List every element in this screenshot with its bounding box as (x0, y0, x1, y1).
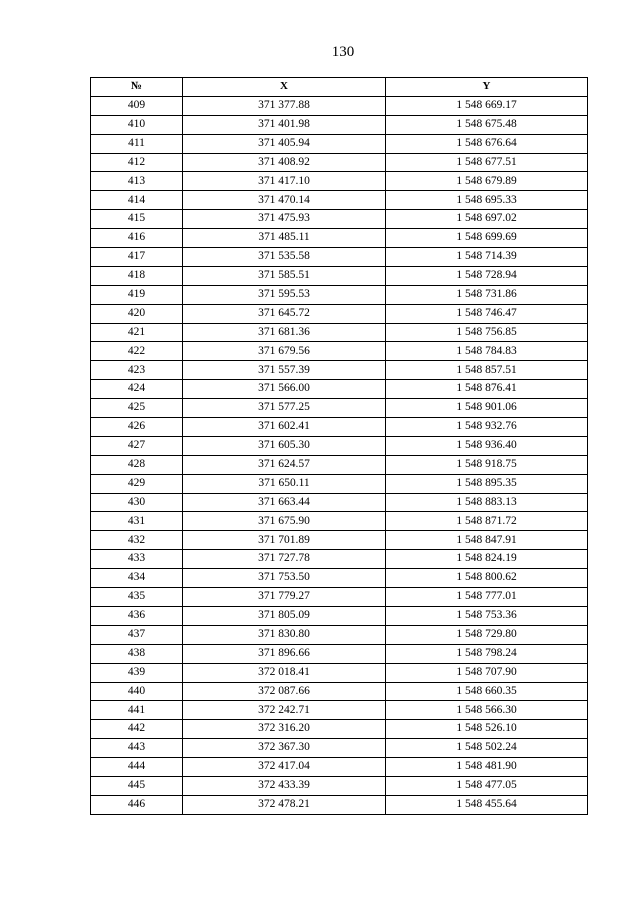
column-header-x: X (183, 78, 386, 97)
y-coordinate-cell: 1 548 871.72 (386, 512, 588, 531)
point-number-cell: 445 (91, 776, 183, 795)
y-coordinate-cell: 1 548 932.76 (386, 418, 588, 437)
x-coordinate-cell: 372 316.20 (183, 720, 386, 739)
y-coordinate-cell: 1 548 695.33 (386, 191, 588, 210)
y-coordinate-cell: 1 548 679.89 (386, 172, 588, 191)
y-coordinate-cell: 1 548 746.47 (386, 304, 588, 323)
y-coordinate-cell: 1 548 699.69 (386, 229, 588, 248)
y-coordinate-cell: 1 548 876.41 (386, 380, 588, 399)
table-row (91, 493, 588, 512)
x-coordinate-cell: 371 645.72 (183, 304, 386, 323)
x-coordinate-cell: 371 595.53 (183, 285, 386, 304)
point-number-cell: 417 (91, 248, 183, 267)
x-coordinate-cell: 372 367.30 (183, 739, 386, 758)
y-coordinate-cell: 1 548 918.75 (386, 455, 588, 474)
x-coordinate-cell: 371 566.00 (183, 380, 386, 399)
x-coordinate-cell: 371 417.10 (183, 172, 386, 191)
x-coordinate-cell: 371 624.57 (183, 455, 386, 474)
x-coordinate-cell: 371 377.88 (183, 96, 386, 115)
y-coordinate-cell: 1 548 669.17 (386, 96, 588, 115)
point-number-cell: 414 (91, 191, 183, 210)
column-header-number: № (91, 78, 183, 97)
point-number-cell: 446 (91, 795, 183, 814)
x-coordinate-cell: 372 018.41 (183, 663, 386, 682)
table-row (91, 399, 588, 418)
table-row (91, 342, 588, 361)
table-row (91, 569, 588, 588)
table-row (91, 172, 588, 191)
point-number-cell: 418 (91, 266, 183, 285)
point-number-cell: 438 (91, 644, 183, 663)
y-coordinate-cell: 1 548 800.62 (386, 569, 588, 588)
point-number-cell: 428 (91, 455, 183, 474)
table-header-row (91, 78, 588, 97)
x-coordinate-cell: 371 805.09 (183, 606, 386, 625)
y-coordinate-cell: 1 548 883.13 (386, 493, 588, 512)
table-row (91, 588, 588, 607)
x-coordinate-cell: 371 557.39 (183, 361, 386, 380)
table-row (91, 758, 588, 777)
y-coordinate-cell: 1 548 753.36 (386, 606, 588, 625)
y-coordinate-cell: 1 548 731.86 (386, 285, 588, 304)
y-coordinate-cell: 1 548 901.06 (386, 399, 588, 418)
point-number-cell: 433 (91, 550, 183, 569)
y-coordinate-cell: 1 548 936.40 (386, 436, 588, 455)
table-row (91, 96, 588, 115)
y-coordinate-cell: 1 548 481.90 (386, 758, 588, 777)
table-body (91, 96, 588, 814)
point-number-cell: 423 (91, 361, 183, 380)
y-coordinate-cell: 1 548 566.30 (386, 701, 588, 720)
point-number-cell: 409 (91, 96, 183, 115)
point-number-cell: 442 (91, 720, 183, 739)
x-coordinate-cell: 372 087.66 (183, 682, 386, 701)
x-coordinate-cell: 372 433.39 (183, 776, 386, 795)
table-row (91, 229, 588, 248)
table-row (91, 776, 588, 795)
point-number-cell: 437 (91, 625, 183, 644)
table-row (91, 606, 588, 625)
table-row (91, 512, 588, 531)
table-row (91, 701, 588, 720)
table-row (91, 323, 588, 342)
x-coordinate-cell: 371 470.14 (183, 191, 386, 210)
point-number-cell: 410 (91, 115, 183, 134)
point-number-cell: 425 (91, 399, 183, 418)
point-number-cell: 443 (91, 739, 183, 758)
point-number-cell: 419 (91, 285, 183, 304)
point-number-cell: 434 (91, 569, 183, 588)
x-coordinate-cell: 371 679.56 (183, 342, 386, 361)
x-coordinate-cell: 372 478.21 (183, 795, 386, 814)
point-number-cell: 435 (91, 588, 183, 607)
point-number-cell: 430 (91, 493, 183, 512)
table-row (91, 436, 588, 455)
y-coordinate-cell: 1 548 502.24 (386, 739, 588, 758)
y-coordinate-cell: 1 548 477.05 (386, 776, 588, 795)
y-coordinate-cell: 1 548 677.51 (386, 153, 588, 172)
x-coordinate-cell: 371 401.98 (183, 115, 386, 134)
table-row (91, 418, 588, 437)
point-number-cell: 422 (91, 342, 183, 361)
y-coordinate-cell: 1 548 676.64 (386, 134, 588, 153)
point-number-cell: 415 (91, 210, 183, 229)
table-row (91, 474, 588, 493)
table-row (91, 248, 588, 267)
x-coordinate-cell: 371 701.89 (183, 531, 386, 550)
y-coordinate-cell: 1 548 675.48 (386, 115, 588, 134)
point-number-cell: 431 (91, 512, 183, 531)
point-number-cell: 412 (91, 153, 183, 172)
table-row (91, 455, 588, 474)
x-coordinate-cell: 371 830.80 (183, 625, 386, 644)
point-number-cell: 421 (91, 323, 183, 342)
point-number-cell: 441 (91, 701, 183, 720)
y-coordinate-cell: 1 548 824.19 (386, 550, 588, 569)
x-coordinate-cell: 371 485.11 (183, 229, 386, 248)
x-coordinate-cell: 371 408.92 (183, 153, 386, 172)
table-row (91, 550, 588, 569)
y-coordinate-cell: 1 548 798.24 (386, 644, 588, 663)
x-coordinate-cell: 371 585.51 (183, 266, 386, 285)
point-number-cell: 411 (91, 134, 183, 153)
x-coordinate-cell: 371 405.94 (183, 134, 386, 153)
table-row (91, 115, 588, 134)
point-number-cell: 427 (91, 436, 183, 455)
table-row (91, 663, 588, 682)
table-row (91, 304, 588, 323)
y-coordinate-cell: 1 548 455.64 (386, 795, 588, 814)
table-row (91, 285, 588, 304)
point-number-cell: 426 (91, 418, 183, 437)
table-row (91, 134, 588, 153)
y-coordinate-cell: 1 548 847.91 (386, 531, 588, 550)
table-row (91, 795, 588, 814)
y-coordinate-cell: 1 548 729.80 (386, 625, 588, 644)
x-coordinate-cell: 371 896.66 (183, 644, 386, 663)
x-coordinate-cell: 371 605.30 (183, 436, 386, 455)
coordinates-table (90, 77, 588, 815)
x-coordinate-cell: 371 650.11 (183, 474, 386, 493)
y-coordinate-cell: 1 548 697.02 (386, 210, 588, 229)
table-row (91, 720, 588, 739)
x-coordinate-cell: 371 535.58 (183, 248, 386, 267)
point-number-cell: 432 (91, 531, 183, 550)
table-row (91, 625, 588, 644)
x-coordinate-cell: 372 417.04 (183, 758, 386, 777)
point-number-cell: 413 (91, 172, 183, 191)
table-row (91, 644, 588, 663)
point-number-cell: 439 (91, 663, 183, 682)
x-coordinate-cell: 371 727.78 (183, 550, 386, 569)
y-coordinate-cell: 1 548 707.90 (386, 663, 588, 682)
point-number-cell: 416 (91, 229, 183, 248)
x-coordinate-cell: 371 675.90 (183, 512, 386, 531)
point-number-cell: 444 (91, 758, 183, 777)
table-row (91, 380, 588, 399)
y-coordinate-cell: 1 548 660.35 (386, 682, 588, 701)
table-row (91, 153, 588, 172)
point-number-cell: 420 (91, 304, 183, 323)
x-coordinate-cell: 371 681.36 (183, 323, 386, 342)
table-row (91, 210, 588, 229)
table-row (91, 531, 588, 550)
y-coordinate-cell: 1 548 756.85 (386, 323, 588, 342)
y-coordinate-cell: 1 548 714.39 (386, 248, 588, 267)
point-number-cell: 424 (91, 380, 183, 399)
point-number-cell: 436 (91, 606, 183, 625)
table-row (91, 266, 588, 285)
x-coordinate-cell: 371 753.50 (183, 569, 386, 588)
x-coordinate-cell: 371 577.25 (183, 399, 386, 418)
x-coordinate-cell: 371 475.93 (183, 210, 386, 229)
y-coordinate-cell: 1 548 895.35 (386, 474, 588, 493)
x-coordinate-cell: 371 779.27 (183, 588, 386, 607)
table-row (91, 682, 588, 701)
table-row (91, 361, 588, 380)
y-coordinate-cell: 1 548 526.10 (386, 720, 588, 739)
x-coordinate-cell: 371 602.41 (183, 418, 386, 437)
point-number-cell: 429 (91, 474, 183, 493)
x-coordinate-cell: 371 663.44 (183, 493, 386, 512)
y-coordinate-cell: 1 548 857.51 (386, 361, 588, 380)
y-coordinate-cell: 1 548 784.83 (386, 342, 588, 361)
table-row (91, 191, 588, 210)
y-coordinate-cell: 1 548 728.94 (386, 266, 588, 285)
x-coordinate-cell: 372 242.71 (183, 701, 386, 720)
table-row (91, 739, 588, 758)
page-number: 130 (331, 44, 355, 60)
column-header-y: Y (386, 78, 588, 97)
y-coordinate-cell: 1 548 777.01 (386, 588, 588, 607)
point-number-cell: 440 (91, 682, 183, 701)
